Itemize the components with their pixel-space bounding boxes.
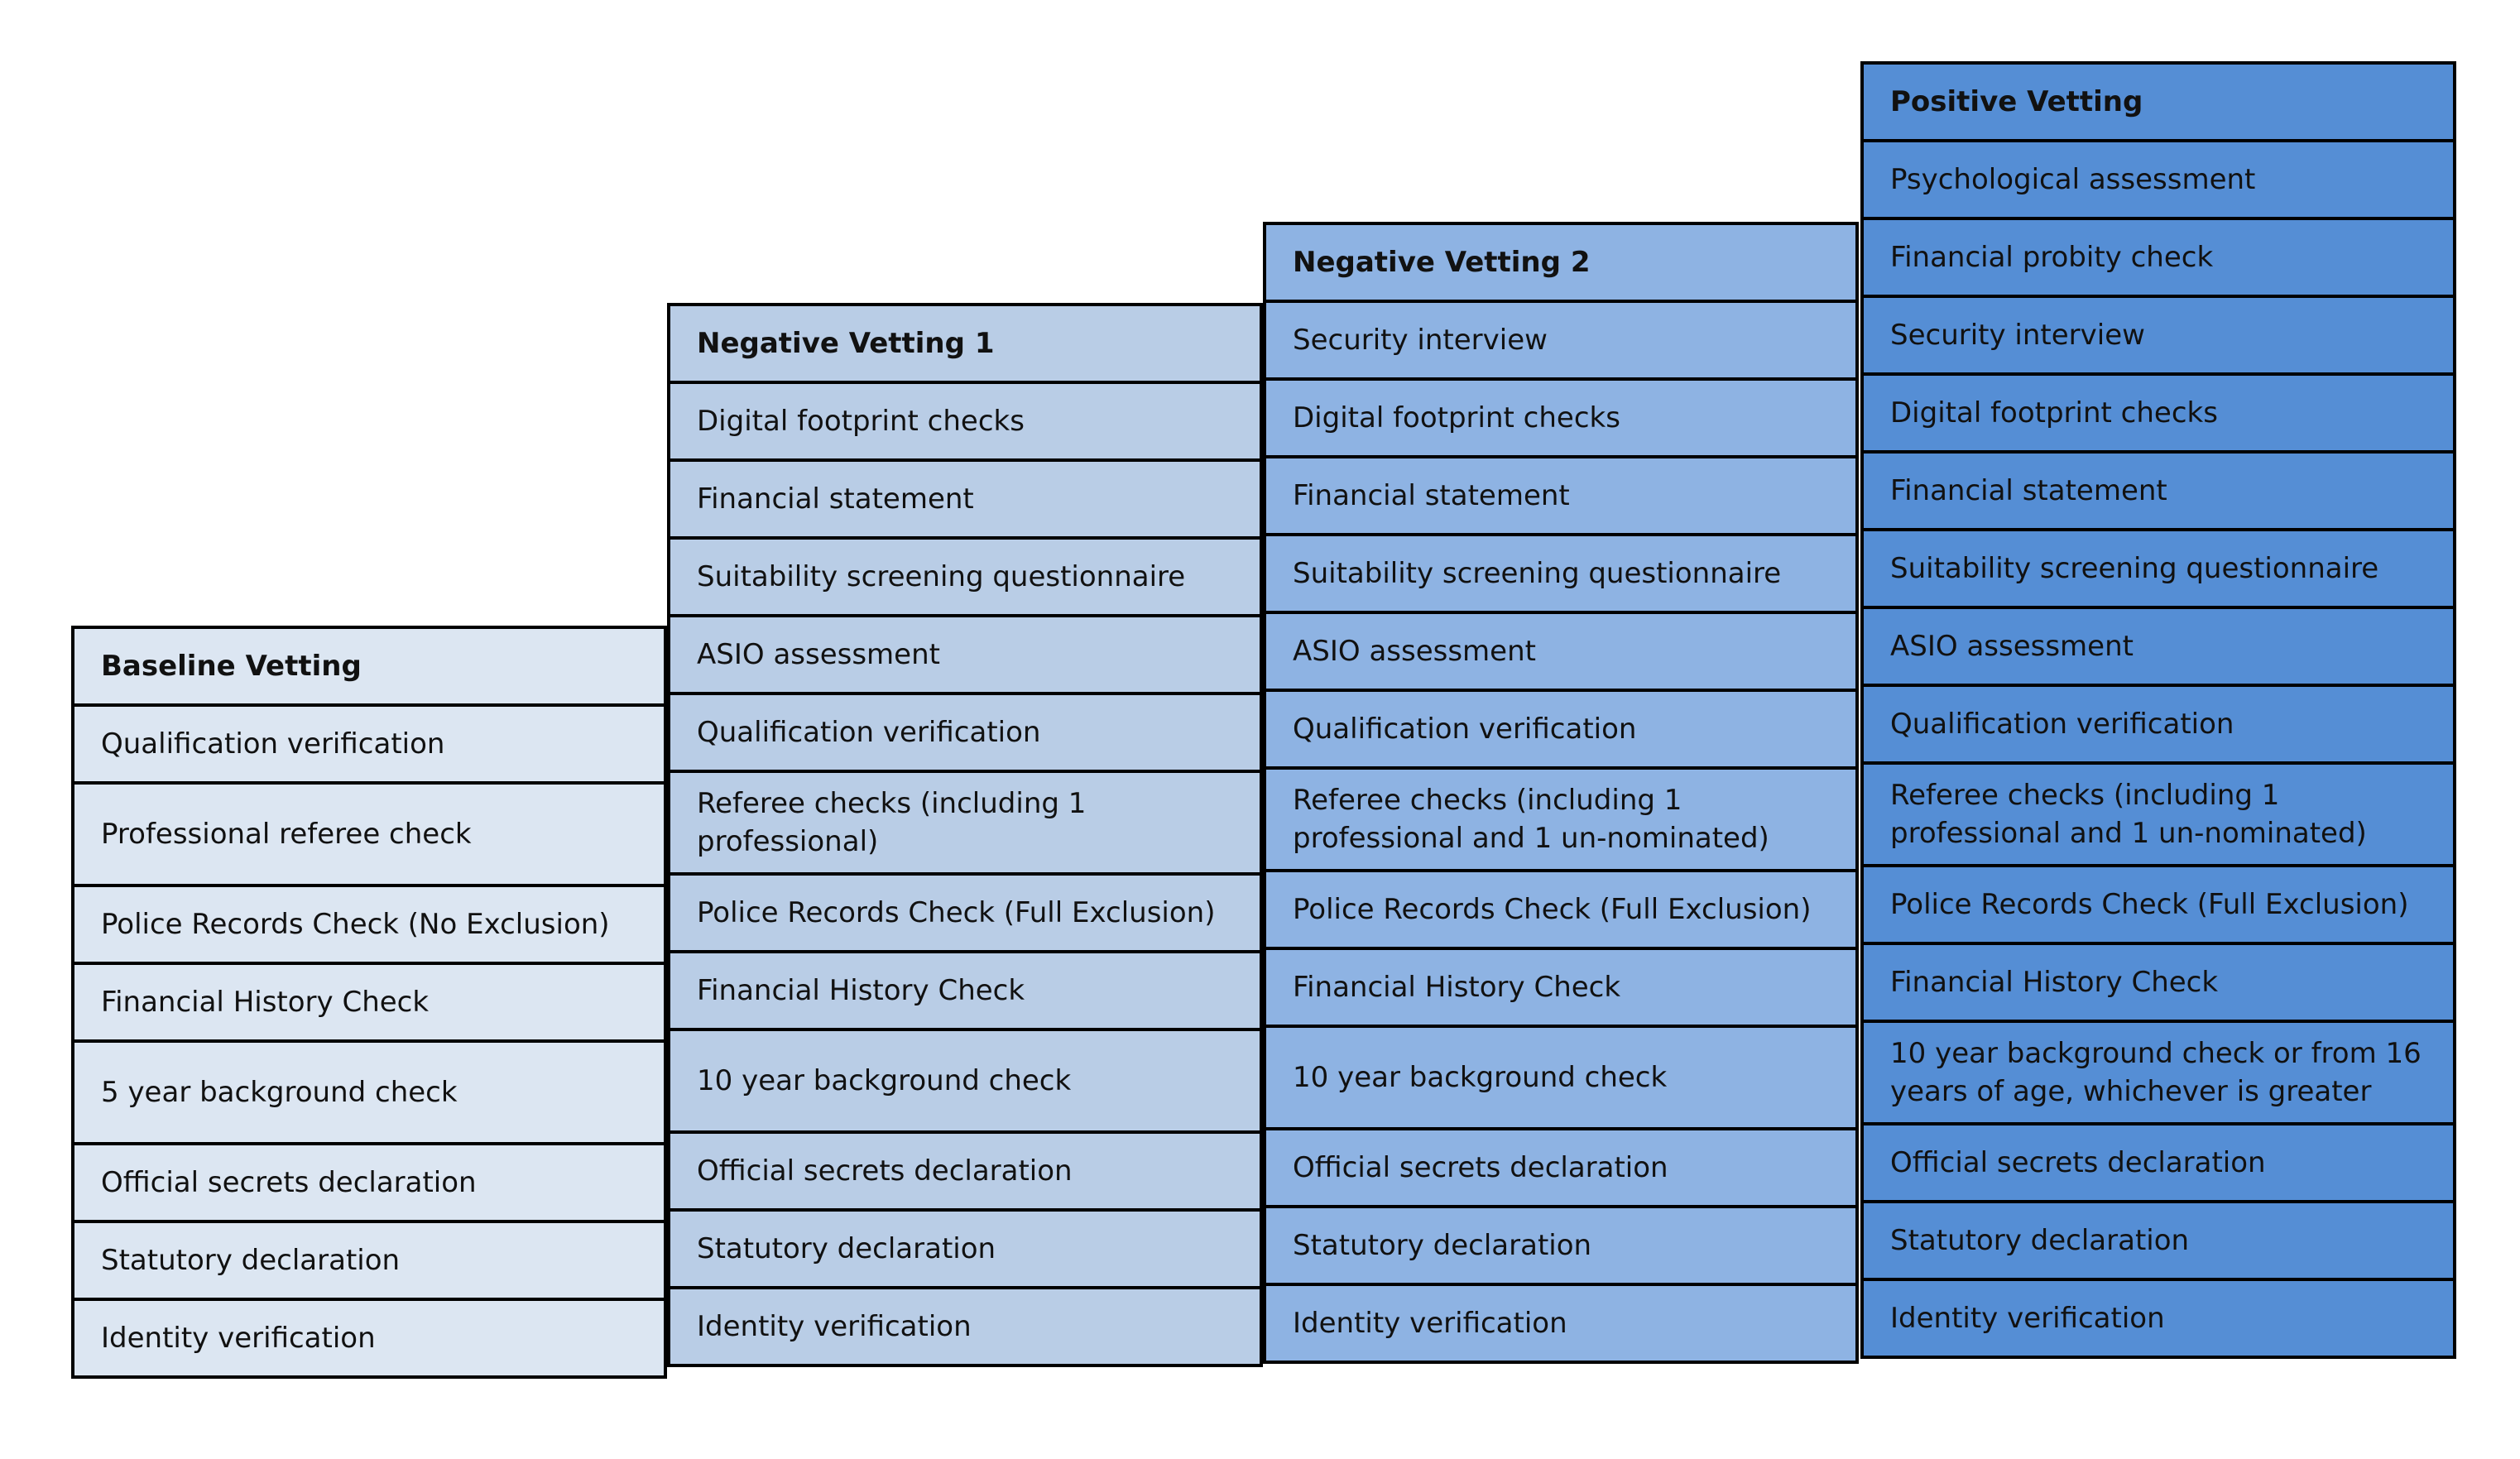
column-item: Digital footprint checks	[667, 381, 1263, 462]
column-item: Identity verification	[71, 1298, 667, 1379]
column-item: Official secrets declaration	[667, 1130, 1263, 1212]
column-item: 10 year background check or from 16 years of age, whichever is greater	[1860, 1020, 2456, 1125]
column-item: Qualification verification	[1263, 689, 1859, 770]
column-item: Financial probity check	[1860, 217, 2456, 298]
column-item: Financial History Check	[1263, 947, 1859, 1028]
column-item: Identity verification	[667, 1286, 1263, 1367]
column-item: Financial statement	[667, 458, 1263, 540]
column-item: Identity verification	[1263, 1283, 1859, 1364]
column-item: Statutory declaration	[71, 1220, 667, 1301]
column-header: Positive Vetting	[1860, 61, 2456, 142]
column-item: Security interview	[1860, 295, 2456, 376]
column-item: Official secrets declaration	[1860, 1122, 2456, 1203]
column-negative-vetting-1	[667, 303, 1263, 1367]
column-item: Official secrets declaration	[1263, 1127, 1859, 1208]
column-item: Statutory declaration	[1263, 1205, 1859, 1286]
column-item: Suitability screening questionnaire	[1860, 528, 2456, 609]
column-item: Police Records Check (Full Exclusion)	[1263, 869, 1859, 950]
column-item: Police Records Check (No Exclusion)	[71, 884, 667, 965]
column-item: Statutory declaration	[1860, 1200, 2456, 1281]
column-item: Psychological assessment	[1860, 139, 2456, 220]
column-item: Financial History Check	[667, 950, 1263, 1031]
column-item: 5 year background check	[71, 1039, 667, 1145]
column-item: Referee checks (including 1 professional and 1 un-nominated)	[1263, 766, 1859, 872]
column-item: Financial statement	[1263, 455, 1859, 536]
column-item: Financial History Check	[71, 962, 667, 1043]
column-item: 10 year background check	[1263, 1025, 1859, 1130]
column-header: Negative Vetting 2	[1263, 222, 1859, 303]
column-item: ASIO assessment	[1263, 611, 1859, 692]
column-item: ASIO assessment	[1860, 606, 2456, 687]
column-item: Suitability screening questionnaire	[667, 536, 1263, 617]
column-item: Police Records Check (Full Exclusion)	[667, 872, 1263, 953]
column-negative-vetting-2	[1263, 222, 1859, 1364]
column-item: Qualification verification	[667, 692, 1263, 773]
column-item: Suitability screening questionnaire	[1263, 533, 1859, 614]
column-item: Professional referee check	[71, 781, 667, 887]
column-item: Official secrets declaration	[71, 1142, 667, 1223]
column-item: ASIO assessment	[667, 614, 1263, 695]
column-item: Financial statement	[1860, 450, 2456, 531]
column-item: Referee checks (including 1 professional)	[667, 770, 1263, 876]
column-item: Qualification verification	[1860, 684, 2456, 765]
column-baseline-vetting	[71, 626, 667, 1379]
column-item: Statutory declaration	[667, 1208, 1263, 1289]
column-item: 10 year background check	[667, 1028, 1263, 1134]
column-item: Digital footprint checks	[1263, 377, 1859, 458]
column-item: Police Records Check (Full Exclusion)	[1860, 864, 2456, 945]
column-item: Security interview	[1263, 300, 1859, 381]
column-header: Baseline Vetting	[71, 626, 667, 707]
column-item: Digital footprint checks	[1860, 372, 2456, 454]
column-item: Financial History Check	[1860, 942, 2456, 1023]
column-header: Negative Vetting 1	[667, 303, 1263, 384]
column-item: Identity verification	[1860, 1278, 2456, 1359]
column-item: Referee checks (including 1 professional and 1 un-nominated)	[1860, 761, 2456, 867]
column-positive-vetting	[1860, 61, 2456, 1359]
column-item: Qualification verification	[71, 703, 667, 785]
